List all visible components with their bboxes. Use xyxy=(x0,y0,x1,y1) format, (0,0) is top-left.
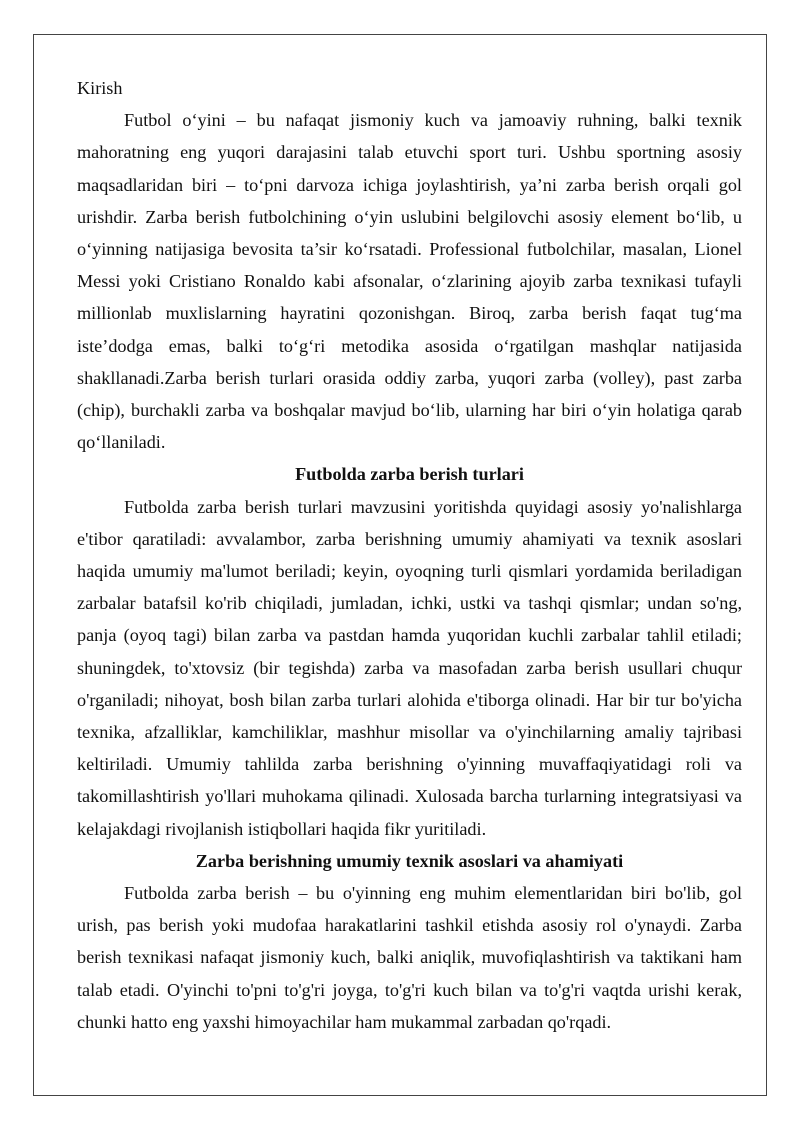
section-paragraph-basics: Futbolda zarba berish – bu o'yinning eng muhim elementlaridan biri bo'lib, gol urish, pas berish yoki mudofaa harakatlarini tashkil etishda asosiy rol o'ynaydi. Zarba berish texnikasi nafaqat jismoniy kuch, balki aniqlik, muvofiqlashtirish va taktikani ham talab etadi. O'yinchi to'pni to'g'ri joyga, to'g'ri kuch bilan va to'g'ri vaqtda urishi kerak, chunki hatto eng yaxshi himoyachilar ham mukammal zarbadan qo'rqadi. xyxy=(77,883,742,1032)
section-heading-basics: Zarba berishning umumiy texnik asoslari va ahamiyati xyxy=(195,850,624,871)
intro-label: Kirish xyxy=(77,78,123,98)
section-paragraph-types: Futbolda zarba berish turlari mavzusini yoritishda quyidagi asosiy yo'nalishlarga e'tibor qaratiladi: avvalambor, zarba berishning umumiy ahamiyati va texnik asoslari haqida umumiy ma'lumot beriladi; keyin, oyoqning turli qismlari yordamida beriladigan zarbalar batafsil ko'rib chiqiladi, jumladan, ichki, ustki va tashqi qismlar; undan so'ng, panja (oyoq tagi) bilan zarba va pastdan hamda yuqoridan kuchli zarbalar tahlil etiladi; shuningdek, to'xtovsiz (bir tegishda) zarba va masofadan zarba berish usullari chuqur o'rganiladi; nihoyat, bosh bilan zarba turlari alohida e'tiborga olinadi. Har bir tur bo'yicha texnika, afzalliklar, kamchiliklar, mashhur misollar va o'yinchilarning amaliy tajribasi keltiriladi. Umumiy tahlilda zarba berishning o'yinning muvaffaqiyatidagi roli va takomillashtirish yo'llari muhokama qilinadi. Xulosada barcha turlarning integratsiyasi va kelajakdagi rivojlanish istiqbollari haqida fikr yuritiladi. xyxy=(77,496,742,839)
document-body xyxy=(77,72,742,1038)
intro-paragraph: Futbol o‘yini – bu nafaqat jismoniy kuch va jamoaviy ruhning, balki texnik mahoratning eng yuqori darajasini talab etuvchi sport turi. Ushbu sportning asosiy maqsadlaridan biri – to‘pni darvoza ichiga joylashtirish, ya’ni zarba berish orqali gol urishdir. Zarba berish futbolchining o‘yin uslubini belgilovchi asosiy element bo‘lib, u o‘yinning natijasiga bevosita ta’sir ko‘rsatadi. Professional futbolchilar, masalan, Lionel Messi yoki Cristiano Ronaldo kabi afsonalar, o‘zlarining ajoyib zarba texnikasi tufayli millionlab muxlislarning hayratini qozonishgan. Biroq, zarba berish faqat tug‘ma iste’dodga emas, balki to‘g‘ri metodika asosida o‘rgatilgan mashqlar natijasida shakllanadi.Zarba berish turlari orasida oddiy zarba, yuqori zarba (volley), past zarba (chip), burchakli zarba va boshqalar mavjud bo‘lib, ularning har biri o‘yin holatiga qarab qo‘llaniladi. xyxy=(77,110,742,453)
section-heading-types: Futbolda zarba berish turlari xyxy=(295,464,524,485)
